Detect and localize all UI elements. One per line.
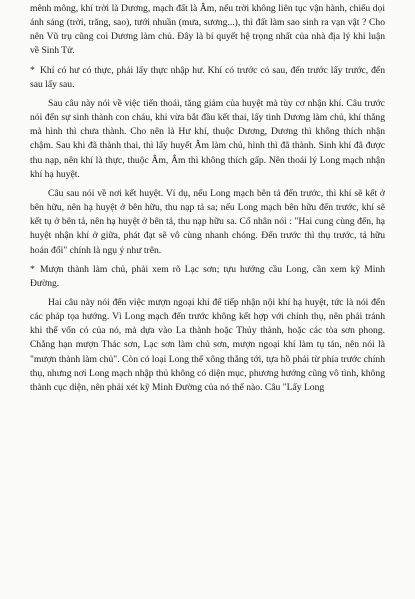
- paragraph-burial-site: Câu sau nói về nơi kết huyệt. Ví dụ, nếu Long mạch bên tả đến trước, thì khí sẽ kết ở bên hữu, nên hạ huyệt ở bên hữu, thu nạp tả sa; nếu Long mạch bên hữu đến trước, khí sẽ kết tụ ở bên tả, nên hạ huyệt ở bên tả, thu nạp hữu sa. Cổ nhân nói : "Hai cung cùng đến, hạ huyệt nhận khí ở giữa, phát đạt sẽ vô cùng nhanh chóng. Đến trước thì thụ trước, tả hữu hoán đổi" chính là ngụ ý như trên.: [30, 187, 385, 256]
- paragraph-continuation: mênh mông, khí trời là Dương, mạch đất là Âm, nếu trời không liên tục vận hành, chiếu dọi ánh sáng (trời, trăng, sao), tưới nhuần (mưa, sương...), thì đất làm sao sinh ra vạn vật ? Cho nên Vũ trụ cũng coi Dương làm chủ. Đây là bí quyết hệ trọng nhất của nhà địa lý khi luận về Sinh Tử.: [30, 3, 385, 57]
- bullet-text: Mượn thành làm chủ, phải xem rõ Lạc sơn; tựu hướng cầu Long, cần xem kỹ Minh Đường.: [30, 263, 385, 289]
- bullet-text: Khí có hư có thực, phải lấy thực nhập hư. Khí có trước có sau, đến trước lấy trước, đến sau lấy sau.: [30, 64, 385, 90]
- paragraph-orientation: Hai câu này nói đến việc mượn ngoại khí để tiếp nhận nội khí hạ huyệt, tức là nói đến các pháp tọa hướng. Vì Long mạch đến trước không kết hợp với chính thụ, nên phải tránh khi thế vốn có của nó, mà dựa vào La thành hoặc Thủy thành, hoặc các tòa sơn phong. Chẳng hạn mượn Thác sơn, Lạc sơn làm chủ sơn, mượn ngoại khí làm tụ tán, nên nói là "mượn thành làm chủ". Còn có loại Long thế xông thẳng tới, tựa hồ phải từ phía trước chính thụ, nhưng nơi Long mạch nhập thủ không có diện mục, phương hướng cũng vô tình, không thành cục diện, nên phải xét kỹ Minh Đường của nó thế nào. Câu "Lấy Long: [30, 296, 385, 393]
- bullet-mark: *: [30, 64, 35, 76]
- bullet-mark: *: [30, 263, 35, 275]
- paragraph-advance-retreat: Sau câu này nói về việc tiến thoái, tăng giảm của huyệt mà tùy cơ nhận khí. Câu trước nói đến sự sinh thành con cháu, khi vừa bắt đầu kết thai, lấy tinh Dương làm chủ, khí thắng mà hình thì chưa thành. Cho nên là Hư khí, thuộc Dương, Dương thì không thích nhận chậm. Sau khi đã thành thai, thì lấy huyết Âm làm chủ, hình thì đã thành. Sinh khí đã được thu nạp, nên khí là thực, thuộc Âm, Âm thì không thích gấp. Nên thoái lý Long mạch nhận khí hạ huyệt.: [30, 97, 385, 180]
- bullet-paragraph-qi: [30, 64, 385, 92]
- bullet-paragraph-borrow: [30, 263, 385, 291]
